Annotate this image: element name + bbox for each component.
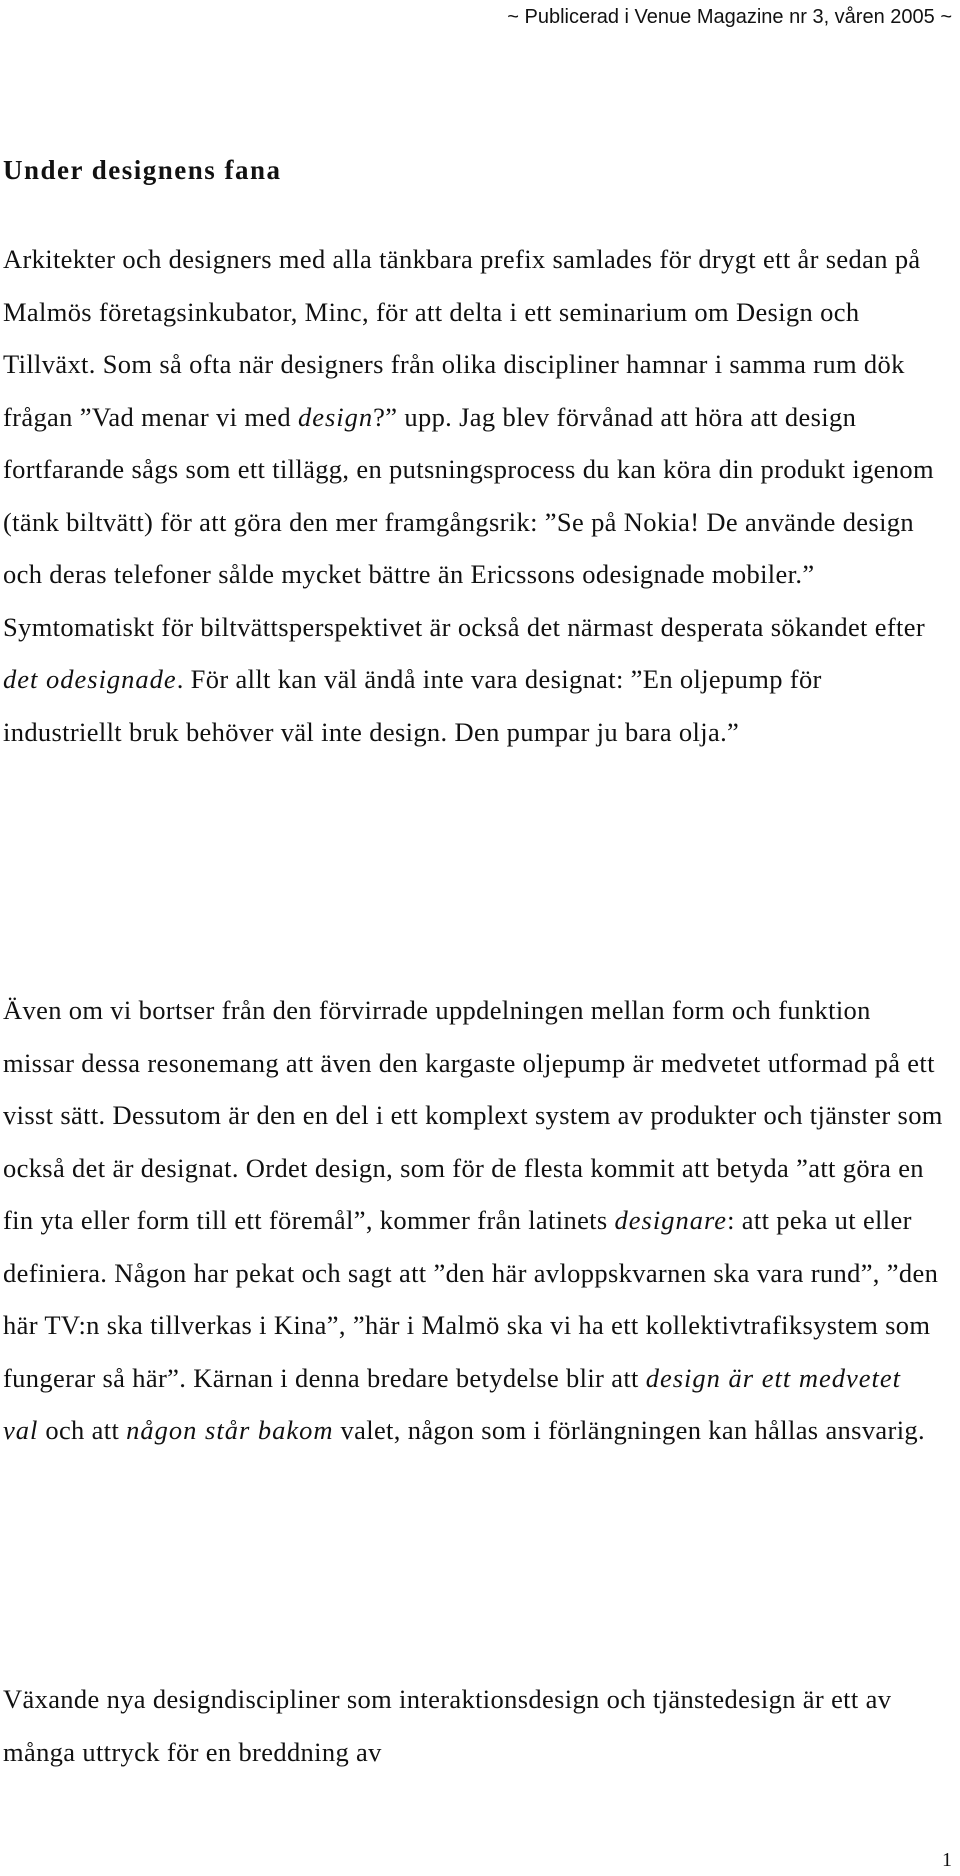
article-title: Under designens fana bbox=[3, 155, 282, 185]
paragraph-1-italic-1: design bbox=[297, 401, 374, 432]
paragraph-3-text-1: Växande nya designdiscipliner som interaktionsdesign och tjänstedesign är ett av många uttryck för en breddning av bbox=[3, 1684, 892, 1767]
article bbox=[3, 150, 943, 1767]
paragraph-2-italic-3: någon står bakom bbox=[126, 1415, 334, 1445]
page-number: 1 bbox=[942, 1849, 952, 1871]
paragraph-2-text-3: och att bbox=[38, 1415, 127, 1445]
paragraph-2-italic-2: design är ett medvetet val bbox=[3, 1362, 901, 1445]
paragraph-1 bbox=[3, 233, 943, 758]
paragraph-2-text-1: Även om vi bortser från den förvirrade uppdelningen mellan form och funktion missar dessa resonemang att även den kargaste oljepump är medvetet utformad på ett visst sätt. Dessutom är den en del i ett komplext system av produkter och tjänster som också det är designat. Ordet design, som för de flesta kommit att betyda ”att göra en fin yta eller form till ett föremål”, kommer från latinets bbox=[3, 995, 943, 1235]
paragraph-2-text-4: valet, någon som i förlängningen kan hållas ansvarig. bbox=[333, 1415, 925, 1445]
publication-note: ~ Publicerad i Venue Magazine nr 3, våren 2005 ~ bbox=[507, 6, 952, 28]
paragraph-1-italic-2: det odesignade bbox=[3, 664, 177, 694]
paragraph-1-text-3: . För allt kan väl ändå inte vara designat: ”En oljepump för industriellt bruk behöver väl inte design. Den pumpar ju bara olja.” bbox=[3, 664, 822, 747]
paragraph-2 bbox=[3, 984, 943, 1457]
paragraph-2-text-2: : att peka ut eller definiera. Någon har pekat och sagt att ”den här avloppskvarnen ska vara rund”, ”den här TV:n ska tillverkas i Kina”, ”här i Malmö ska vi ha ett kollektivtrafiksystem som fungerar så här”. Kärnan i denna bredare betydelse blir att bbox=[3, 1205, 939, 1393]
paragraph-1-text-1: Arkitekter och designers med alla tänkbara prefix samlades för drygt ett år sedan på Malmös företagsinkubator, Minc, för att delta i ett seminarium om Design och Tillväxt. Som så ofta när designers från olika discipliner hamnar i samma rum dök frågan ”Vad menar vi med bbox=[3, 244, 921, 432]
paragraph-1-text-2: ?” upp. Jag blev förvånad att höra att design fortfarande sågs som ett tillägg, en putsningsprocess du kan köra din produkt igenom (tänk biltvätt) för att göra den mer framgångsrik: ”Se på Nokia! De använde design och deras telefoner sålde mycket bättre än Ericssons odesignade mobiler.” Symtomatiskt för biltvättsperspektivet är också det närmast desperata sökandet efter bbox=[3, 401, 934, 642]
paragraph-2-italic-1: designare bbox=[614, 1205, 728, 1235]
paragraph-3 bbox=[3, 1673, 943, 1778]
